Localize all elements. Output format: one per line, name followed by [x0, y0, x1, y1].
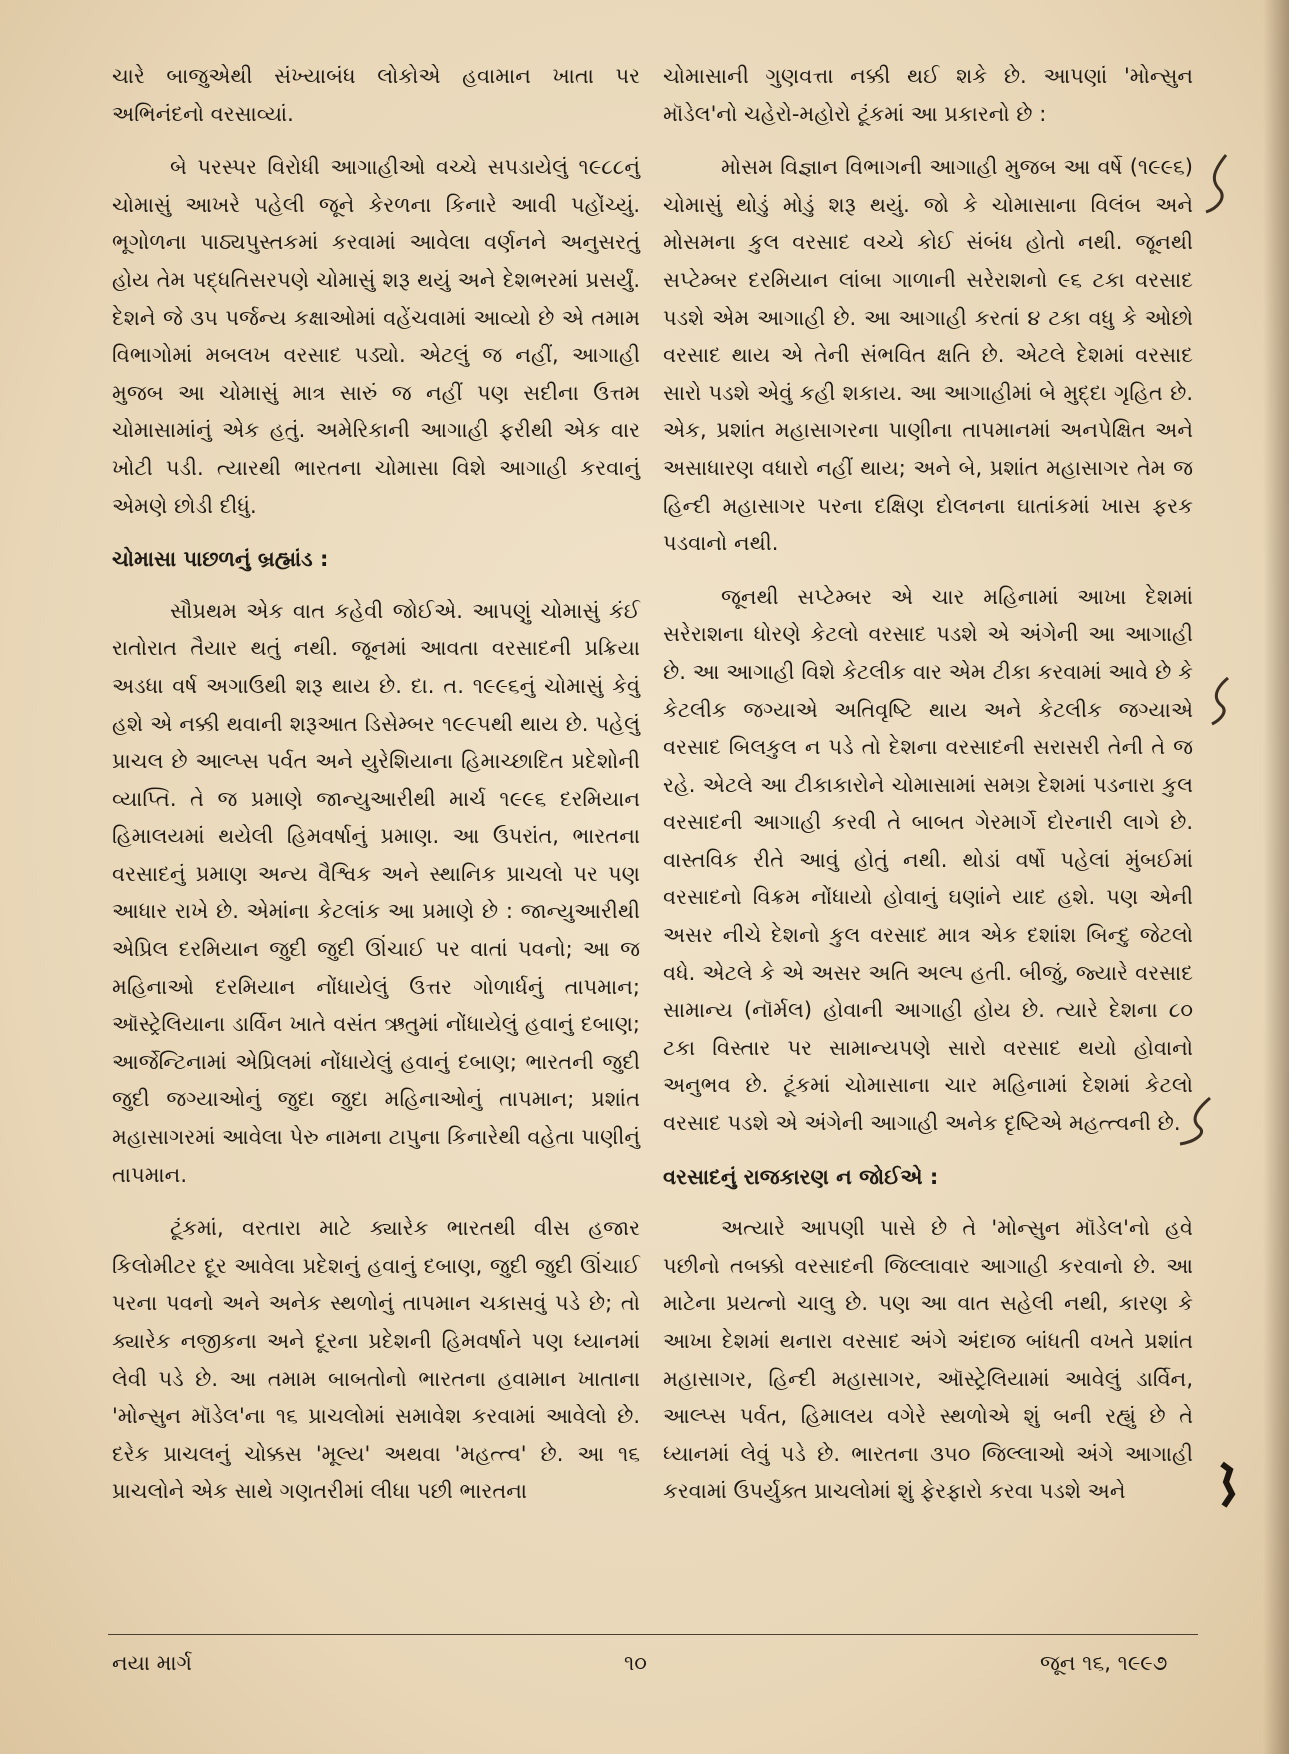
section-heading: વરસાદનું રાજકારણ ન જોઈએ :	[663, 1164, 939, 1189]
right-column	[663, 58, 1193, 1527]
footer-publication: નયા માર્ગ	[112, 1651, 192, 1675]
paragraph: સૌપ્રથમ એક વાત કહેવી જોઈએ. આપણું ચોમાસું કંઈ રાતોરાત તૈયાર થતું નથી. જૂનમાં આવતા વરસાદની પ્રક્રિયા અડધા વર્ષ અગાઉથી શરૂ થાય છે. દા. ત. ૧૯૯૬નું ચોમાસું કેવું હશે એ નક્કી થવાની શરૂઆત ડિસેમ્બર ૧૯૯૫થી થાય છે. પહેલું પ્રાચલ છે આલ્પ્સ પર્વત અને યુરેશિયાના હિમાચ્છાદિત પ્રદેશોની વ્યાપ્તિ. તે જ પ્રમાણે જાન્યુઆરીથી માર્ચ ૧૯૯૬ દરમિયાન હિમાલયમાં થયેલી હિમવર્ષાનું પ્રમાણ. આ ઉપરાંત, ભારતના વરસાદનું પ્રમાણ અન્ય વૈશ્વિક અને સ્થાનિક પ્રાચલો પર પણ આધાર રાખે છે. એમાંના કેટલાંક આ પ્રમાણે છે : જાન્યુઆરીથી એપ્રિલ દરમિયાન જુદી જુદી ઊંચાઈ પર વાતાં પવનો; આ જ મહિનાઓ દરમિયાન નોંધાયેલું ઉત્તર ગોળાર્ધનું તાપમાન; ઑસ્ટ્રેલિયાના ડાર્વિન ખાતે વસંત ઋતુમાં નોંધાયેલું હવાનું દબાણ; આર્જેન્ટિનામાં એપ્રિલમાં નોંધાયેલું હવાનું દબાણ; ભારતની જુદી જુદી જગ્યાઓનું જુદા જુદા મહિનાઓનું તાપમાન; પ્રશાંત મહાસાગરમાં આવેલા પેરુ નામના ટાપુના કિનારેથી વહેતા પાણીનું તાપમાન.	[112, 598, 640, 1187]
paper-tear-mark	[1212, 1460, 1242, 1510]
paper-tear-mark	[1170, 1090, 1220, 1150]
footer-page-number: ૧૦	[624, 1651, 647, 1675]
footer-divider	[108, 1634, 1198, 1635]
footer-date: જૂન ૧૬, ૧૯૯૭	[1040, 1651, 1168, 1675]
page-edge-shadow	[1263, 0, 1289, 1754]
paragraph: ટૂંકમાં, વરતારા માટે ક્યારેક ભારતથી વીસ હજાર કિલોમીટર દૂર આવેલા પ્રદેશનું હવાનું દબાણ, જુદી જુદી ઊંચાઈ પરના પવનો અને અનેક સ્થળોનું તાપમાન ચકાસવું પડે છે; તો ક્યારેક નજીકના અને દૂરના પ્રદેશની હિમવર્ષાને પણ ધ્યાનમાં લેવી પડે છે. આ તમામ બાબતોનો ભારતના હવામાન ખાતાના 'મોન્સુન મૉડેલ'ના ૧૬ પ્રાચલોમાં સમાવેશ કરવામાં આવેલો છે. દરેક પ્રાચલનું ચોક્કસ 'મૂલ્ય' અથવા 'મહત્ત્વ' છે. આ ૧૬ પ્રાચલોને એક સાથે ગણતરીમાં લીધા પછી ભારતના	[112, 1216, 640, 1504]
left-column	[112, 58, 640, 1527]
paragraph: ચારે બાજુએથી સંખ્યાબંધ લોકોએ હવામાન ખાતા પર અભિનંદનો વરસાવ્યાં.	[112, 64, 640, 126]
paragraph: અત્યારે આપણી પાસે છે તે 'મોન્સુન મૉડેલ'નો હવે પછીનો તબક્કો વરસાદની જિલ્લાવાર આગાહી કરવાનો છે. આ માટેના પ્રયત્નો ચાલુ છે. પણ આ વાત સહેલી નથી, કારણ કે આખા દેશમાં થનારા વરસાદ અંગે અંદાજ બાંધતી વખતે પ્રશાંત મહાસાગર, હિન્દી મહાસાગર, ઑસ્ટ્રેલિયામાં આવેલું ડાર્વિન, આલ્પ્સ પર્વત, હિમાલય વગેરે સ્થળોએ શું બની રહ્યું છે તે ધ્યાનમાં લેવું પડે છે. ભારતના ૩૫૦ જિલ્લાઓ અંગે આગાહી કરવામાં ઉપર્યુક્ત પ્રાચલોમાં શું ફેરફારો કરવા પડશે અને	[663, 1216, 1193, 1504]
paragraph: જૂનથી સપ્ટેમ્બર એ ચાર મહિનામાં આખા દેશમાં સરેરાશના ધોરણે કેટલો વરસાદ પડશે એ અંગેની આ આગાહી છે. આ આગાહી વિશે કેટલીક વાર એમ ટીકા કરવામાં આવે છે કે કેટલીક જગ્યાએ અતિવૃષ્ટિ થાય અને કેટલીક જગ્યાએ વરસાદ બિલકુલ ન પડે તો દેશના વરસાદની સરાસરી તેની તે જ રહે. એટલે આ ટીકાકારોને ચોમાસામાં સમગ્ર દેશમાં પડનારા કુલ વરસાદની આગાહી કરવી તે બાબત ગેરમાર્ગે દોરનારી લાગે છે. વાસ્તવિક રીતે આવું હોતું નથી. થોડાં વર્ષો પહેલાં મુંબઈમાં વરસાદનો વિક્રમ નોંધાયો હોવાનું ઘણાંને યાદ હશે. પણ એની અસર નીચે દેશનો કુલ વરસાદ માત્ર એક દશાંશ બિન્દુ જેટલો વધે. એટલે કે એ અસર અતિ અલ્પ હતી. બીજું, જ્યારે વરસાદ સામાન્ય (નૉર્મલ) હોવાની આગાહી હોય છે. ત્યારે દેશના ૮૦ ટકા વિસ્તાર પર સામાન્યપણે સારો વરસાદ થયો હોવાનો અનુભવ છે. ટૂંકમાં ચોમાસાના ચાર મહિનામાં દેશમાં કેટલો વરસાદ પડશે એ અંગેની આગાહી અનેક દૃષ્ટિએ મહત્ત્વની છે.	[663, 584, 1193, 1136]
paragraph: બે પરસ્પર વિરોધી આગાહીઓ વચ્ચે સપડાયેલું ૧૯૮૮નું ચોમાસું આખરે પહેલી જૂને કેરળના કિનારે આવી પહોંચ્યું. ભૂગોળના પાઠ્યપુસ્તકમાં કરવામાં આવેલા વર્ણનને અનુસરતું હોય તેમ પદ્ધતિસરપણે ચોમાસું શરૂ થયું અને દેશભરમાં પ્રસર્યું. દેશને જે ૩૫ પર્જન્ય કક્ષાઓમાં વહેંચવામાં આવ્યો છે એ તમામ વિભાગોમાં મબલખ વરસાદ પડ્યો. એટલું જ નહીં, આગાહી મુજબ આ ચોમાસું માત્ર સારું જ નહીં પણ સદીના ઉત્તમ ચોમાસામાંનું એક હતું. અમેરિકાની આગાહી ફરીથી એક વાર ખોટી પડી. ત્યારથી ભારતના ચોમાસા વિશે આગાહી કરવાનું એમણે છોડી દીધું.	[112, 155, 640, 518]
paper-tear-mark	[1200, 670, 1240, 730]
section-heading: ચોમાસા પાછળનું બ્રહ્માંડ :	[112, 547, 329, 572]
paragraph: ચોમાસાની ગુણવત્તા નક્કી થઈ શકે છે. આપણાં 'મોન્સુન મૉડેલ'નો ચહેરો-મહોરો ટૂંકમાં આ પ્રકારનો છે :	[663, 64, 1193, 126]
paragraph: મોસમ વિજ્ઞાન વિભાગની આગાહી મુજબ આ વર્ષે (૧૯૯૬) ચોમાસું થોડું મોડું શરૂ થયું. જો કે ચોમાસાના વિલંબ અને મોસમના કુલ વરસાદ વચ્ચે કોઈ સંબંધ હોતો નથી. જૂનથી સપ્ટેમ્બર દરમિયાન લાંબા ગાળાની સરેરાશનો ૯૬ ટકા વરસાદ પડશે એમ આગાહી છે. આ આગાહી કરતાં ૪ ટકા વધુ કે ઓછો વરસાદ થાય એ તેની સંભવિત ક્ષતિ છે. એટલે દેશમાં વરસાદ સારો પડશે એવું કહી શકાય. આ આગાહીમાં બે મુદ્દા ગૃહિત છે. એક, પ્રશાંત મહાસાગરના પાણીના તાપમાનમાં અનપેક્ષિત અને અસાધારણ વધારો નહીં થાય; અને બે, પ્રશાંત મહાસાગર તેમ જ હિન્દી મહાસાગર પરના દક્ષિણ દોલનના ઘાતાંકમાં ખાસ ફરક પડવાનો નથી.	[663, 155, 1193, 556]
paper-tear-mark	[1196, 150, 1236, 220]
